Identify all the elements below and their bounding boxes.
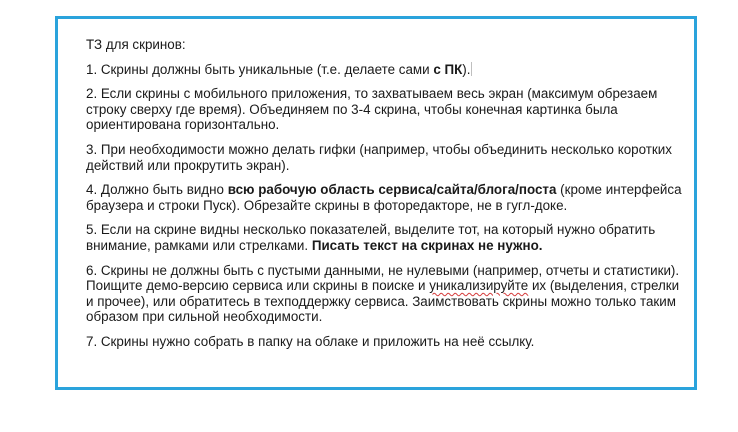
- list-item-4: [86, 182, 686, 213]
- document-body: [86, 37, 686, 359]
- item4-after: (кроме интерфейса браузера и строки Пуск). Обрезайте скрины в фоторедакторе, не в гугл-доке.: [86, 182, 682, 213]
- text-cursor: [471, 62, 472, 76]
- item6-before: 6. Скрины не должны быть с пустыми данными, не нулевыми (например, отчеты и статистики). Поищите демо-версию сервиса или скрины в поиске и: [86, 262, 680, 294]
- list-item-7: [86, 334, 686, 350]
- item7-text: 7. Скрины нужно собрать в папку на облаке и приложить на неё ссылку.: [86, 333, 535, 349]
- item3-text: 3. При необходимости можно делать гифки (например, чтобы объединить несколько коротких действий или прокрутить экран).: [86, 141, 672, 173]
- item1-text: 1. Скрины должны быть уникальные (т.е. делаете сами: [86, 61, 434, 77]
- item5-before: 5. Если на скрине видны несколько показателей, выделите тот, на который нужно обратить внимание, рамками или стрелками.: [86, 222, 656, 253]
- list-item-1: [86, 62, 686, 78]
- list-item-3: [86, 142, 686, 173]
- item4-before: 4. Должно быть видно: [86, 182, 228, 198]
- document-frame: [55, 16, 697, 390]
- list-item-2: [86, 86, 686, 133]
- item4-bold: всю рабочую область сервиса/сайта/блога/поста: [227, 182, 557, 198]
- list-item-6: [86, 263, 686, 325]
- item6-misspelled-word: уникализируйте: [429, 278, 529, 294]
- list-item-5: [86, 222, 686, 253]
- item1-bold: с ПК: [433, 61, 463, 77]
- item1-after: ).: [462, 61, 471, 77]
- item6-after: их (выделения, стрелки и прочее), или обратитесь в техподдержку сервиса. Заимствовать скрины можно только таким образом при сильной необходимости.: [86, 278, 680, 325]
- item2-text: 2. Если скрины с мобильного приложения, то захватываем весь экран (максимум обрезаем строку сверху где время). Объединяем по 3-4 скрина, чтобы конечная картинка была ориентирована горизонтально.: [86, 86, 658, 133]
- document-heading: ТЗ для скринов:: [86, 37, 186, 52]
- item5-bold: Писать текст на скринах не нужно.: [311, 237, 543, 253]
